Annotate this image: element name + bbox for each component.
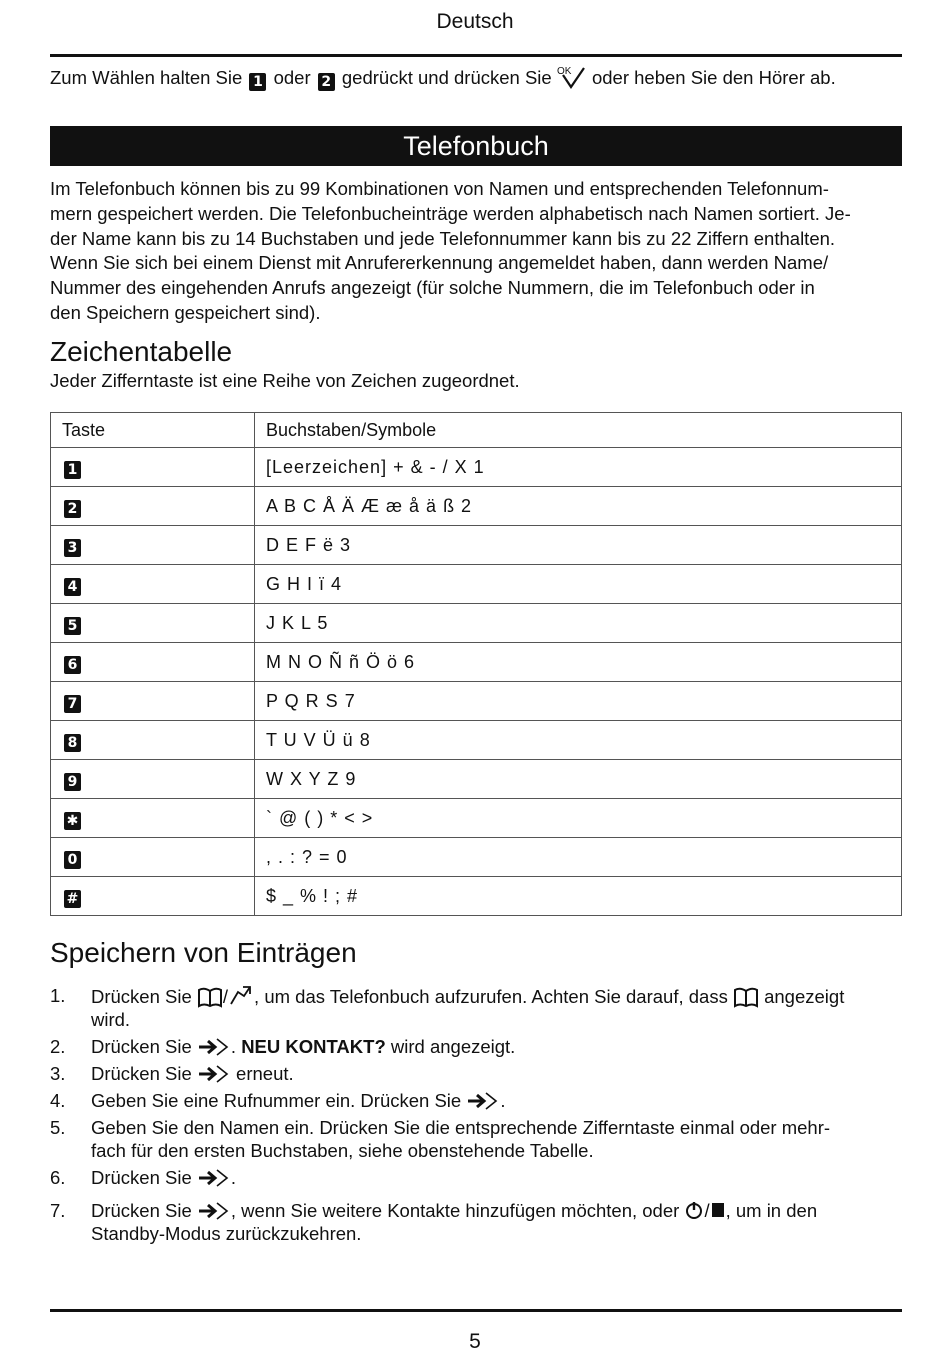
intro-text-1: Zum Wählen halten Sie	[50, 67, 243, 88]
phonebook-icon	[733, 986, 759, 1008]
step-text: Drücken Sie	[91, 986, 192, 1007]
key-icon: 5	[64, 617, 81, 635]
section-title: Telefonbuch	[50, 126, 902, 166]
step-text: , wenn Sie weitere Kontakte hinzufügen möchten, oder	[230, 1200, 680, 1221]
paragraph-line: der Name kann bis zu 14 Buchstaben und jede Telefonnummer kann bis zu 22 Ziffern enthalten.	[50, 227, 836, 249]
step-number: 4.	[50, 1090, 66, 1111]
key-icon: 6	[64, 656, 81, 674]
dialing-instruction	[50, 65, 910, 91]
phonebook-icon	[197, 986, 223, 1008]
key-icon: 8	[64, 734, 81, 752]
phonebook-description	[50, 177, 902, 326]
table-row	[51, 760, 902, 799]
step-text: Geben Sie den Namen ein. Drücken Sie die entsprechende Zifferntaste einmal oder mehr-	[91, 1117, 831, 1138]
key-hash-icon: #	[64, 890, 81, 908]
step-text: Drücken Sie	[91, 1063, 192, 1084]
row-chars: G H I ï 4	[255, 565, 902, 604]
row-chars: , . : ? = 0	[255, 838, 902, 877]
stop-icon	[710, 1200, 726, 1222]
key-icon: 2	[64, 500, 81, 518]
column-header-chars: Buchstaben/Symbole	[255, 413, 902, 448]
row-chars: ` @ ( ) * < >	[255, 799, 902, 838]
step-text: .	[230, 1036, 237, 1057]
intro-text-or: oder	[273, 67, 311, 88]
row-chars: [Leerzeichen] + & - / X 1	[255, 448, 902, 487]
step-text: Drücken Sie	[91, 1036, 192, 1057]
column-header-key: Taste	[51, 413, 255, 448]
row-chars: J K L 5	[255, 604, 902, 643]
steps-list	[50, 984, 910, 1249]
table-row	[51, 526, 902, 565]
row-chars: W X Y Z 9	[255, 760, 902, 799]
table-row	[51, 877, 902, 916]
menu-arrow-icon	[466, 1090, 500, 1112]
svg-text:OK: OK	[556, 66, 572, 77]
step-text: , um in den	[725, 1200, 818, 1221]
key-icon: 7	[64, 695, 81, 713]
step-text: wird angezeigt.	[390, 1036, 516, 1057]
table-row	[51, 448, 902, 487]
intro-text-2: gedrückt und drücken Sie	[341, 67, 552, 88]
row-chars: A B C Å Ä Æ æ å ä ß 2	[255, 487, 902, 526]
page-number: 5	[469, 1330, 481, 1353]
intro-text-3: oder heben Sie den Hörer ab.	[591, 67, 836, 88]
step-text: , um das Telefonbuch aufzurufen. Achten Sie darauf, dass	[254, 986, 728, 1007]
char-table-subtitle: Jeder Zifferntaste ist eine Reihe von Zeichen zugeordnet.	[50, 370, 520, 391]
step-number: 1.	[50, 985, 66, 1006]
menu-arrow-icon	[197, 1063, 231, 1085]
paragraph-line: Nummer des eingehenden Anrufs angezeigt (für solche Nummern, die im Telefonbuch oder in	[50, 277, 815, 299]
menu-arrow-icon	[197, 1036, 231, 1058]
paragraph-line: Im Telefonbuch können bis zu 99 Kombinationen von Namen und entsprechenden Telefonnum-	[50, 178, 829, 199]
step-number: 5.	[50, 1117, 66, 1138]
page-header-language: Deutsch	[436, 10, 514, 33]
list-item	[50, 984, 910, 1031]
power-icon	[684, 1200, 704, 1222]
key-1-icon: 1	[249, 73, 266, 91]
step-separator: /	[222, 986, 229, 1007]
step-text: .	[230, 1167, 237, 1188]
step-number: 6.	[50, 1167, 66, 1188]
table-row	[51, 643, 902, 682]
row-chars: P Q R S 7	[255, 682, 902, 721]
key-icon: 3	[64, 539, 81, 557]
footer-divider	[50, 1309, 902, 1312]
character-table	[50, 412, 902, 916]
step-text: Standby-Modus zurückzukehren.	[91, 1223, 362, 1244]
table-row	[51, 799, 902, 838]
key-star-icon: ✱	[64, 812, 81, 830]
header-divider	[50, 54, 902, 57]
char-table-heading: Zeichentabelle	[50, 336, 233, 367]
step-text: Drücken Sie	[91, 1200, 192, 1221]
key-icon: 1	[64, 461, 81, 479]
step-text: angezeigt	[764, 986, 845, 1007]
table-row	[51, 604, 902, 643]
step-text: Drücken Sie	[91, 1167, 192, 1188]
menu-arrow-icon	[197, 1200, 231, 1222]
key-2-icon: 2	[318, 73, 335, 91]
key-icon: 9	[64, 773, 81, 791]
key-icon: 0	[64, 851, 81, 869]
paragraph-line: mern gespeichert werden. Die Telefonbucheinträge werden alphabetisch nach Namen sortiert. Je-	[50, 202, 851, 224]
list-item	[50, 1062, 910, 1085]
step-separator: /	[704, 1200, 710, 1221]
paragraph-line: den Speichern gespeichert sind).	[50, 301, 321, 323]
step-text: Geben Sie eine Rufnummer ein. Drücken Sie	[91, 1090, 462, 1111]
table-row	[51, 838, 902, 877]
step-text: fach für den ersten Buchstaben, siehe obenstehende Tabelle.	[91, 1140, 594, 1161]
list-item	[50, 1199, 910, 1245]
steps-heading: Speichern von Einträgen	[50, 937, 357, 968]
menu-arrow-icon	[197, 1167, 231, 1189]
row-chars: $ _ % ! ; #	[255, 877, 902, 916]
table-header-row	[51, 413, 902, 448]
list-item	[50, 1116, 910, 1162]
table-row	[51, 721, 902, 760]
row-chars: T U V Ü ü 8	[255, 721, 902, 760]
display-message: NEU KONTAKT?	[241, 1036, 386, 1057]
step-text: .	[500, 1090, 506, 1111]
step-number: 2.	[50, 1036, 66, 1057]
key-icon: 4	[64, 578, 81, 596]
step-text: wird.	[91, 1009, 131, 1030]
step-text: erneut.	[236, 1063, 294, 1084]
ok-check-icon	[557, 65, 587, 89]
step-number: 3.	[50, 1063, 66, 1084]
table-row	[51, 682, 902, 721]
row-chars: D E F ë 3	[255, 526, 902, 565]
list-item	[50, 1035, 910, 1058]
list-item	[50, 1166, 910, 1189]
redial-icon	[228, 984, 254, 1008]
step-number: 7.	[50, 1200, 66, 1221]
table-row	[51, 565, 902, 604]
table-row	[51, 487, 902, 526]
list-item	[50, 1089, 910, 1112]
paragraph-line: Wenn Sie sich bei einem Dienst mit Anrufererkennung angemeldet haben, dann werden Name/	[50, 252, 829, 274]
row-chars: M N O Ñ ñ Ö ö 6	[255, 643, 902, 682]
